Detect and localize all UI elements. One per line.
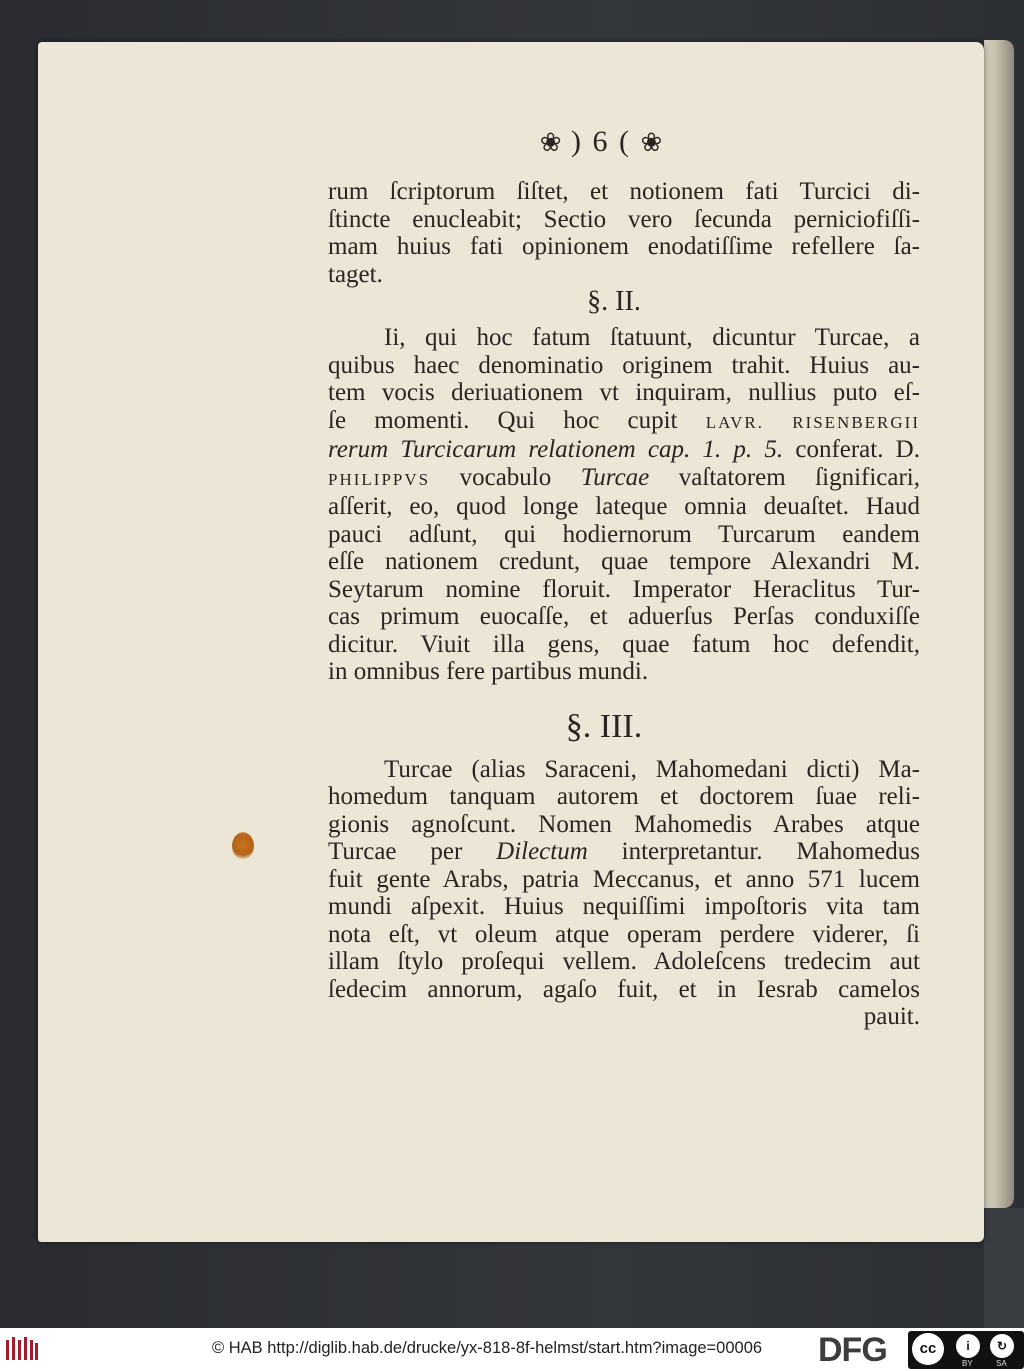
- text-span: conferat. D.: [783, 436, 920, 463]
- dfg-logo: DFG: [818, 1331, 887, 1369]
- header-ornament-left: ❀: [539, 128, 562, 157]
- text-line: [328, 464, 920, 494]
- page-header: [282, 125, 920, 162]
- text-line: fuit gente Arabs, patria Meccanus, et anno 571 lucem: [328, 865, 920, 893]
- foxing-stain: [232, 832, 254, 860]
- text-line: homedum tanquam autorem et doctorem ſuae reli-: [328, 783, 920, 810]
- text-line: rum ſcriptorum ſiſtet, et notionem fati Turcici di-: [328, 178, 920, 205]
- page-edge-lower: [984, 1208, 1024, 1328]
- page-number: ) 6 (: [571, 125, 631, 158]
- page-edge: [984, 40, 1014, 1208]
- section-heading-3: §. III.: [565, 707, 643, 745]
- text-line: dicitur. Viuit illa gens, quae fatum hoc defendit,: [328, 630, 920, 658]
- cc-license-badge[interactable]: [908, 1331, 1024, 1369]
- cc-icon: cc: [912, 1333, 944, 1365]
- hab-library-icon: [4, 1334, 40, 1364]
- italic-term: Turcae: [580, 463, 650, 491]
- copyright-permalink[interactable]: © HAB http://diglib.hab.de/drucke/yx-818-8f-helmst/start.htm?image=00006: [212, 1339, 763, 1357]
- text-span: interpretantur. Mahomedus: [587, 838, 920, 865]
- text-span: Turcae per: [328, 838, 497, 865]
- text-line: mundi aſpexit. Huius nequiſſimi impoſtoris vita tam: [328, 893, 920, 920]
- by-label: BY: [962, 1359, 973, 1368]
- text-line: mam huius fati opinionem enodatiſſime refellere ſa-: [328, 233, 920, 260]
- text-line: gionis agnoſcunt. Nomen Mahomedis Arabes atque: [328, 810, 920, 838]
- text-line: [328, 838, 920, 866]
- paragraph-3: [328, 756, 920, 1031]
- text-line: Seytarum nomine floruit. Imperator Heraclitus Tur-: [328, 575, 920, 603]
- text-span: vaſtatorem ſignificari,: [649, 463, 921, 491]
- text-span: vocabulo: [430, 463, 581, 491]
- author-name: LAVR. RISENBERGII: [705, 412, 920, 432]
- text-line: aſſerit, eo, quod longe lateque omnia deuaſtet. Haud: [328, 493, 920, 520]
- page-text: [328, 125, 921, 1031]
- text-line: taget.: [328, 260, 383, 288]
- text-line: [328, 436, 920, 464]
- paragraph-2: [328, 324, 920, 686]
- text-line: cas primum euocaſſe, et aduerſus Perſas conduxiſſe: [328, 603, 920, 630]
- section-heading-2: §. II.: [587, 286, 641, 317]
- viewer-footer: [0, 1328, 1024, 1371]
- paragraph-1: [328, 178, 920, 288]
- header-ornament-right: ❀: [640, 128, 663, 157]
- text-line: nota eſt, vt oleum atque operam perdere viderer, ſi: [328, 920, 920, 948]
- text-line: [328, 407, 920, 437]
- attribution-icon: i: [956, 1334, 980, 1358]
- italic-term: Dilectum: [496, 838, 588, 865]
- text-line: in omnibus fere partibus mundi.: [328, 658, 649, 685]
- sa-label: SA: [996, 1359, 1007, 1368]
- text-line: Turcae (alias Saraceni, Mahomedani dicti) Ma-: [384, 755, 920, 783]
- text-line: Ii, qui hoc fatum ſtatuunt, dicuntur Turcae, a: [384, 324, 920, 351]
- catchword: pauit.: [863, 1003, 920, 1030]
- text-line: tem vocis deriuationem vt inquiram, nullius puto eſ-: [328, 379, 920, 406]
- text-line: ſtincte enucleabit; Sectio vero ſecunda perniciofiſſi-: [328, 205, 920, 233]
- book-title: rerum Turcicarum relationem cap. 1. p. 5.: [328, 436, 784, 463]
- share-alike-icon: ↻: [990, 1334, 1014, 1358]
- text-line: pauci adſunt, qui hodiernorum Turcarum eandem: [328, 520, 920, 548]
- text-line: eſſe nationem credunt, quae tempore Alexandri M.: [328, 548, 920, 575]
- text-line: ſedecim annorum, agaſo fuit, et in Iesrab camelos: [328, 975, 920, 1003]
- text-span: ſe momenti. Qui hoc cupit: [328, 406, 706, 434]
- text-line: quibus haec denominatio originem trahit. Huius au-: [328, 351, 920, 379]
- author-name: PHILIPPVS: [328, 469, 431, 489]
- text-line: illam ſtylo proſequi vellem. Adoleſcens tredecim aut: [328, 948, 920, 975]
